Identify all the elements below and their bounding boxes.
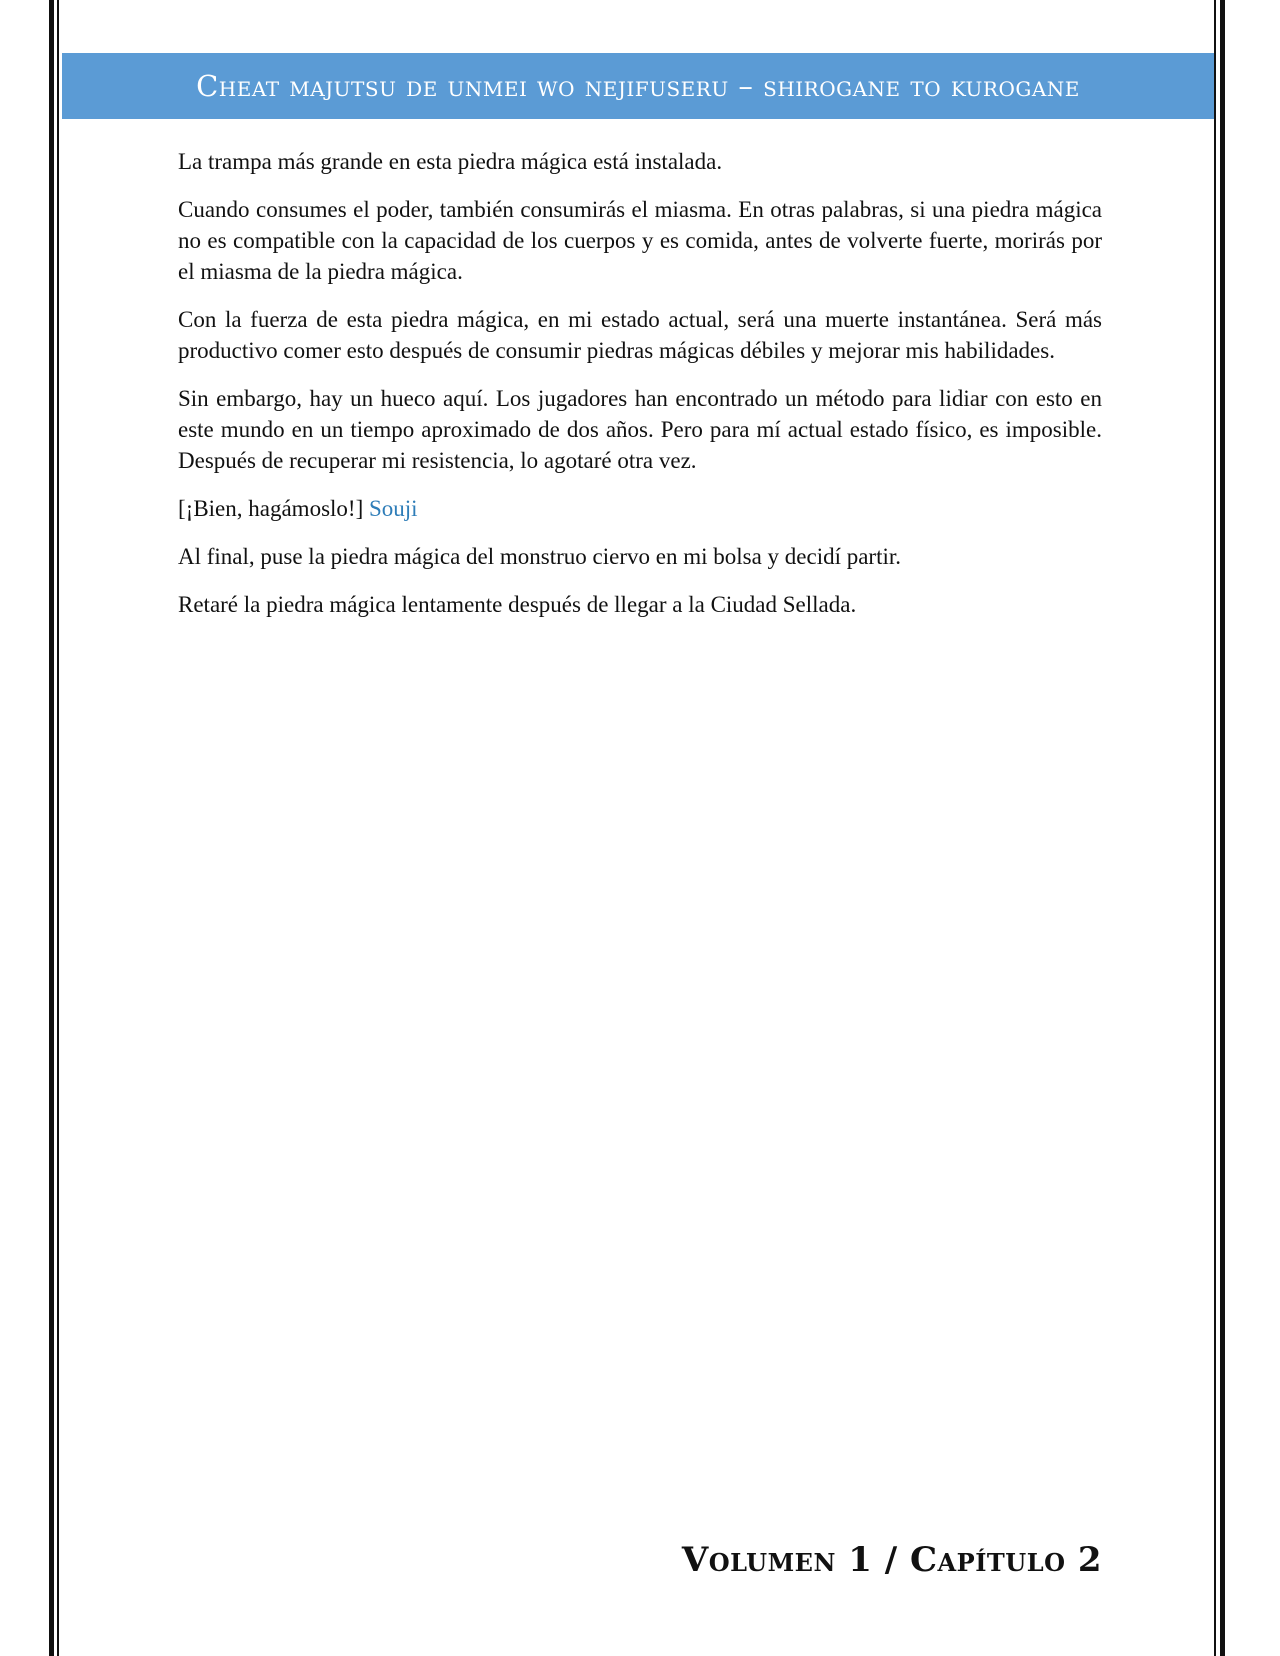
chapter-text	[178, 146, 1102, 637]
paragraph: La trampa más grande en esta piedra mágica está instalada.	[178, 149, 723, 174]
paragraph: Al final, puse la piedra mágica del monstruo ciervo en mi bolsa y decidí partir.	[178, 544, 902, 569]
paragraph: Cuando consumes el poder, también consumirás el miasma. En otras palabras, si una piedra mágica no es compatible con la capacidad de los cuerpos y es comida, antes de volverte fuerte, morirás por el miasma de la piedra mágica.	[178, 197, 1102, 284]
header-banner	[62, 53, 1214, 119]
chapter-label: Volumen 1 / Capítulo 2	[681, 1540, 1102, 1580]
paragraph: Con la fuerza de esta piedra mágica, en mi estado actual, será una muerte instantánea. Será más productivo comer esto después de consumir piedras mágicas débiles y mejorar mis habilidades.	[178, 307, 1102, 363]
paragraph: Retaré la piedra mágica lentamente después de llegar a la Ciudad Sellada.	[178, 592, 857, 617]
paragraph: Sin embargo, hay un hueco aquí. Los jugadores han encontrado un método para lidiar con esto en este mundo en un tiempo aproximado de dos años. Pero para mí actual estado físico, es imposible. Después de recuperar mi resistencia, lo agotaré otra vez.	[178, 386, 1102, 473]
dialogue-line: [¡Bien, hagámoslo!]	[178, 496, 364, 521]
novel-title: Cheat majutsu de unmei wo nejifuseru – shirogane to kurogane	[196, 69, 1080, 103]
page-border-right-outer	[1220, 0, 1225, 1656]
speaker-name: Souji	[368, 496, 418, 521]
page-border-left-inner	[57, 0, 59, 1656]
page-border-right-inner	[1214, 0, 1216, 1656]
page-border-left-outer	[49, 0, 54, 1656]
dialogue-paragraph	[178, 493, 1102, 524]
